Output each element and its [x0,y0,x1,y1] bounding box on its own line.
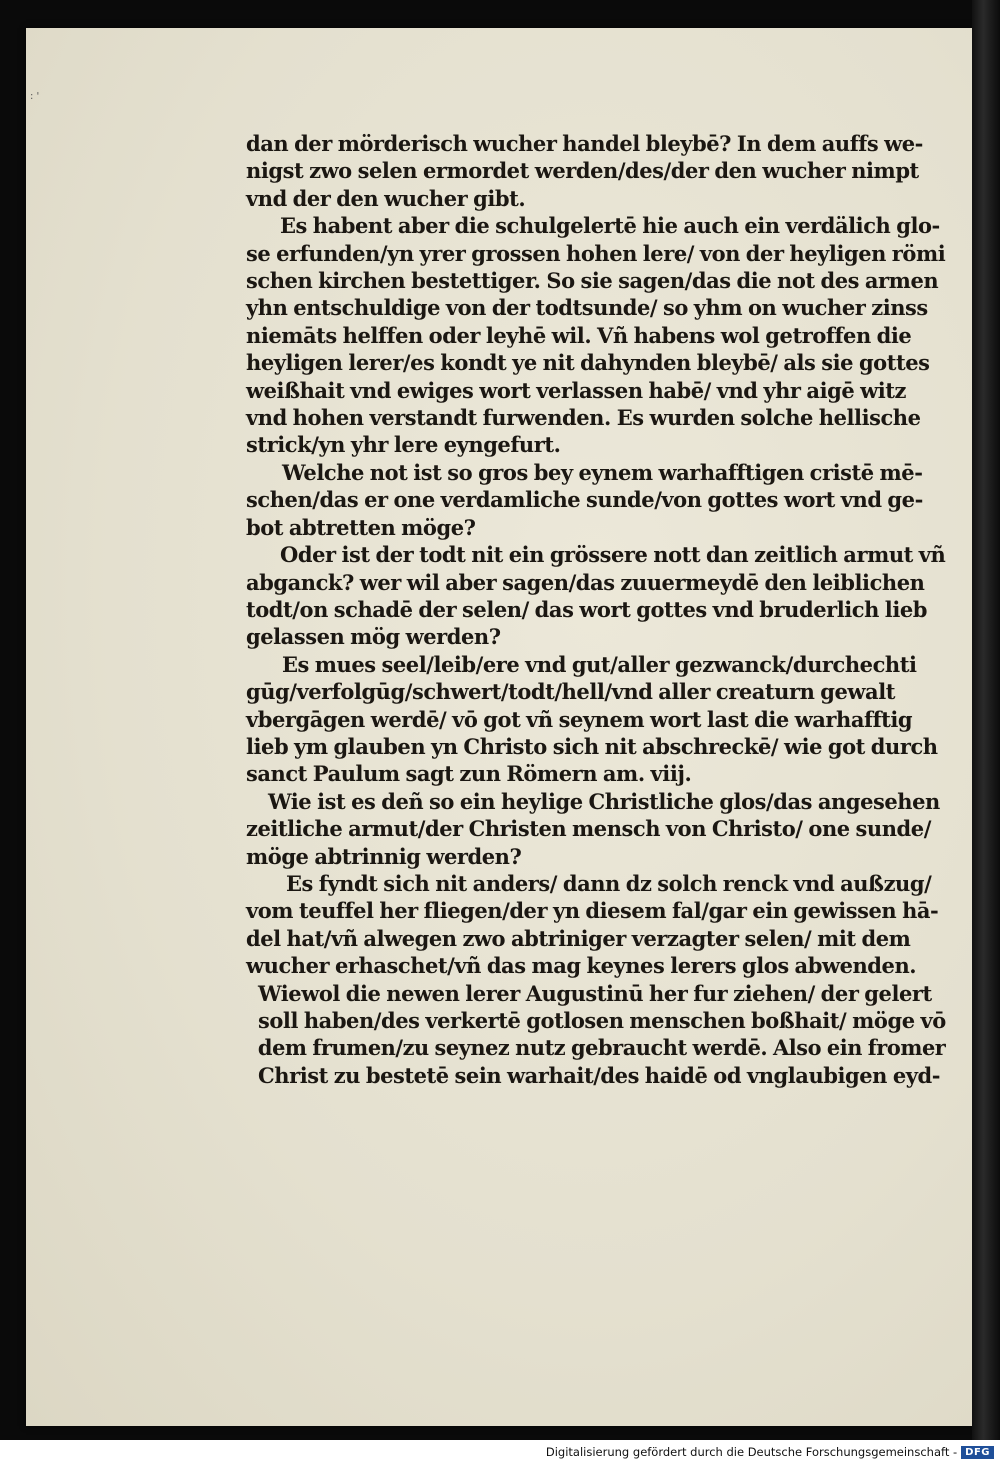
text-line: bot abtretten möge? [246,514,476,540]
text-line: se erfunden/yn yrer grossen hohen lere/ von der heyligen römi [246,240,946,266]
text-line: nigst zwo selen ermordet werden/des/der den wucher nimpt [246,158,919,184]
text-line: gelassen mög werden? [246,624,501,650]
text-line: Oder ist der todt nit ein grössere nott dan zeitlich armut vñ [280,542,946,568]
text-line: Wie ist es deñ so ein heylige Christliche glos/das angesehen [268,788,940,814]
text-line: gūg/verfolgūg/schwert/todt/hell/vnd aller creaturn gewalt [246,679,895,705]
text-line: Es fyndt sich nit anders/ dann dz solch renck vnd außzug/ [286,870,932,896]
text-line: zeitliche armut/der Christen mensch von Christo/ one sunde/ [246,816,931,842]
text-line: möge abtrinnig werden? [246,843,522,869]
text-block [246,130,946,1089]
text-line: abganck? wer wil aber sagen/das zuuermeydē den leiblichen [246,569,925,595]
text-line: Welche not ist so gros bey eynem warhafftigen cristē mē- [282,459,923,485]
text-line: heyligen lerer/es kondt ye nit dahynden bleybē/ als sie gottes [246,350,930,376]
text-line: schen/das er one verdamliche sunde/von gottes wort vnd ge- [246,487,923,513]
scan-right-edge [972,0,1000,1440]
text-line: strick/yn yhr lere eyngefurt. [246,432,561,458]
footer-bar [0,1440,1000,1464]
text-line: todt/on schadē der selen/ das wort gottes vnd bruderlich lieb [246,596,928,622]
margin-marks: : ' [30,91,40,102]
text-line: dem frumen/zu seynez nutz gebraucht werdē. Also ein fromer [257,1035,946,1061]
text-line: schen kirchen bestettiger. So sie sagen/das die not des armen [246,268,939,294]
text-line: dan der mörderisch wucher handel bleybē? In dem auffs we- [246,131,923,156]
text-line: yhn entschuldige von der todtsunde/ so yhm on wucher zinss [246,295,928,321]
dfg-logo-icon: DFG [961,1446,994,1459]
text-line: Wiewol die newen lerer Augustinū her fur ziehen/ der gelert [258,980,932,1006]
text-line: del hat/vñ alwegen zwo abtriniger verzagter selen/ mit dem [246,925,911,951]
text-line: sanct Paulum sagt zun Römern am. viij. [246,761,692,787]
text-line: Es mues seel/leib/ere vnd gut/aller gezwanck/durchechti [282,651,917,677]
text-line: vbergāgen werdē/ vō got vñ seynem wort last die warhafftig [246,706,913,732]
text-line: niemāts helffen oder leyhē wil. Vñ habens wol getroffen die [246,322,912,348]
text-line: weißhait vnd ewiges wort verlassen habē/ vnd yhr aigē witz [246,377,906,403]
text-line: vom teuffel her fliegen/der yn diesem fal/gar ein gewissen hā- [246,898,939,924]
text-line: Es habent aber die schulgelertē hie auch ein verdälich glo- [280,213,940,239]
footer-credit: Digitalisierung gefördert durch die Deutsche Forschungsgemeinschaft - [545,1445,958,1459]
text-line: lieb ym glauben yn Christo sich nit abschreckē/ wie got durch [246,733,938,759]
text-line: Christ zu bestetē sein warhait/des haidē od vnglaubigen eyd- [258,1062,941,1088]
text-line: wucher erhaschet/vñ das mag keynes lerers glos abwenden. [246,953,917,979]
text-line: vnd hohen verstandt furwenden. Es wurden solche hellische [246,405,921,431]
text-line: soll haben/des verkertē gotlosen menschen boßhait/ möge vō [258,1008,946,1033]
text-line: vnd der den wucher gibt. [246,185,526,211]
